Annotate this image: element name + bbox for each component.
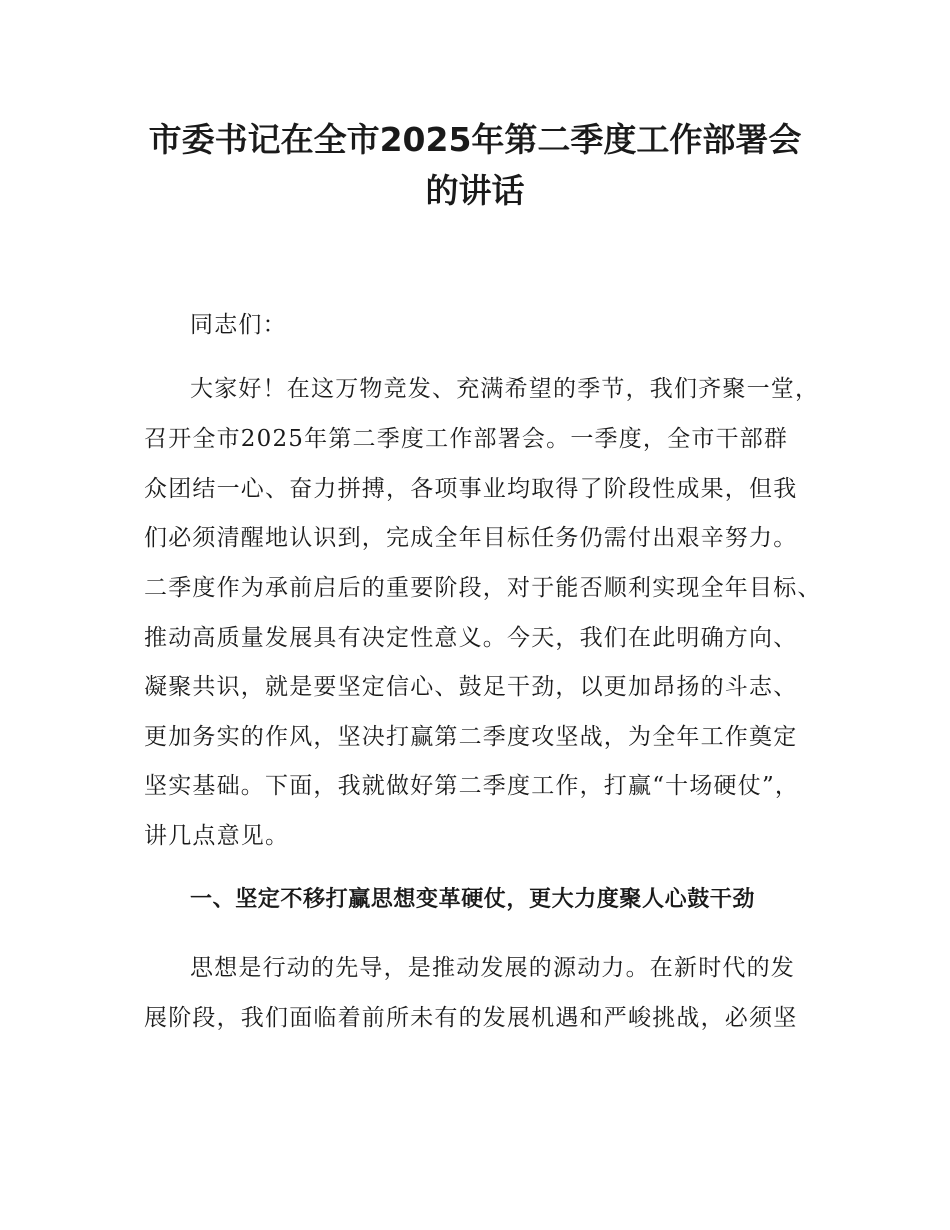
title-line-1: 市委书记在全市2025年第二季度工作部署会 xyxy=(148,120,802,159)
document-title xyxy=(120,114,830,216)
paragraph-line: 凝聚共识，就是要坚定信心、鼓足干劲，以更加昂扬的斗志、 xyxy=(144,674,798,700)
paragraph-line: 坚实基础。下面，我就做好第二季度工作，打赢“十场硬仗”， xyxy=(144,773,800,799)
paragraph-line: 大家好！在这万物竞发、充满希望的季节，我们齐聚一堂， xyxy=(190,376,820,402)
paragraph-line: 召开全市2025年第二季度工作部署会。一季度，全市干部群 xyxy=(144,426,789,452)
paragraph-line: 展阶段，我们面临着前所未有的发展机遇和严峻挑战，必须坚 xyxy=(144,1005,798,1031)
paragraph-line: 们必须清醒地认识到，完成全年目标任务仍需付出艰辛努力。 xyxy=(144,525,798,551)
paragraph-line: 思想是行动的先导，是推动发展的源动力。在新时代的发 xyxy=(190,955,795,981)
paragraph-line: 二季度作为承前启后的重要阶段，对于能否顺利实现全年目标、 xyxy=(144,575,822,601)
title-line-2: 的讲话 xyxy=(425,171,525,210)
salutation: 同志们： xyxy=(190,312,287,338)
section-heading: 一、坚定不移打赢思想变革硬仗，更大力度聚人心鼓干劲 xyxy=(190,887,756,912)
paragraph-line: 讲几点意见。 xyxy=(144,823,290,849)
paragraph-line: 众团结一心、奋力拼搏，各项事业均取得了阶段性成果，但我 xyxy=(144,476,798,502)
paragraph-line: 推动高质量发展具有决定性意义。今天，我们在此明确方向、 xyxy=(144,625,798,651)
paragraph-line: 更加务实的作风，坚决打赢第二季度攻坚战，为全年工作奠定 xyxy=(144,724,798,750)
